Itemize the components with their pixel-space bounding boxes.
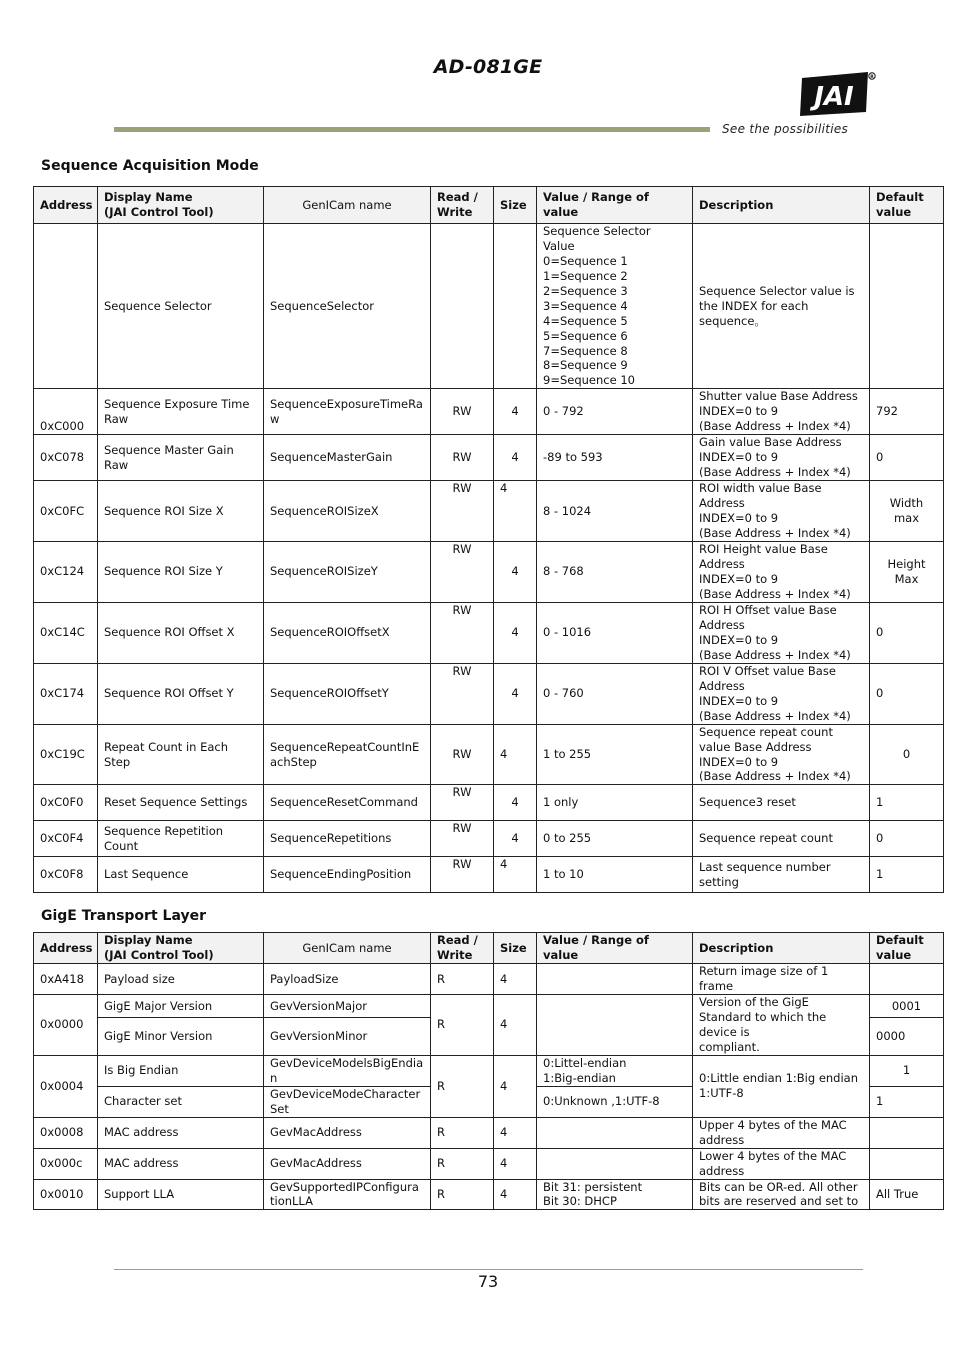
address-cell: 0xC000 [34,389,98,435]
table-row [34,435,944,481]
genicam-cell: SequenceEndingPosition [264,857,431,893]
description-cell: Sequence Selector value is the INDEX for each sequence。 [693,224,870,389]
size-cell: 4 [494,389,537,435]
genicam-cell: SequenceSelector [264,224,431,389]
table-row [34,602,944,663]
table-row [34,724,944,785]
address-cell: 0x0010 [34,1179,98,1210]
rw-cell: RW [431,821,494,857]
display-name-cell: Sequence Repetition Count [98,821,264,857]
description-cell: Gain value Base Address INDEX=0 to 9 (Base Address + Index *4) [693,435,870,481]
value-cell: Bit 31: persistent Bit 30: DHCP [537,1179,693,1210]
rw-cell: R [431,1179,494,1210]
address-cell: 0xC0F4 [34,821,98,857]
default-cell: Width max [870,481,944,542]
genicam-cell: SequenceMasterGain [264,435,431,481]
size-cell: 4 [494,821,537,857]
table-row [34,1117,944,1148]
rw-cell: RW [431,541,494,602]
description-cell: 0:Little endian 1:Big endian 1:UTF-8 [693,1055,870,1117]
rw-cell: RW [431,857,494,893]
column-header-description: Description [693,187,870,224]
table-row [34,785,944,821]
value-cell [537,964,693,995]
page-number: 73 [477,1272,499,1291]
size-cell: 4 [494,785,537,821]
size-cell: 4 [494,1148,537,1179]
table-row [34,821,944,857]
default-cell: 0 [870,435,944,481]
column-header-display-name: Display Name (JAI Control Tool) [98,933,264,964]
size-cell: 4 [494,1179,537,1210]
display-name-cell: GigE Minor Version [98,1018,264,1055]
table-header-row [34,187,944,224]
genicam-cell: SequenceExposureTimeRa w [264,389,431,435]
address-cell: 0xC19C [34,724,98,785]
address-cell: 0xC14C [34,602,98,663]
description-cell: ROI H Offset value Base Address INDEX=0 to 9 (Base Address + Index *4) [693,602,870,663]
value-cell: 0 - 760 [537,663,693,724]
rw-cell: RW [431,435,494,481]
default-cell [870,964,944,995]
column-header-value: Value / Range of value [537,187,693,224]
table-row [34,1179,944,1210]
column-header-display-name: Display Name (JAI Control Tool) [98,187,264,224]
display-name-cell: Repeat Count in Each Step [98,724,264,785]
address-cell: 0xC078 [34,435,98,481]
display-name-cell: GigE Major Version [98,995,264,1018]
table-row [34,224,944,389]
description-cell: ROI width value Base Address INDEX=0 to 9 (Base Address + Index *4) [693,481,870,542]
description-cell: Sequence3 reset [693,785,870,821]
description-cell: Upper 4 bytes of the MAC address [693,1117,870,1148]
column-header-size: Size [494,187,537,224]
size-cell: 4 [494,602,537,663]
size-cell: 4 [494,435,537,481]
description-cell: ROI Height value Base Address INDEX=0 to 9 (Base Address + Index *4) [693,541,870,602]
rw-cell: RW [431,389,494,435]
address-cell: 0xC174 [34,663,98,724]
table-row [34,995,944,1018]
display-name-cell: Reset Sequence Settings [98,785,264,821]
genicam-cell: SequenceROISizeX [264,481,431,542]
display-name-cell: Sequence ROI Offset X [98,602,264,663]
size-cell: 4 [494,964,537,995]
table-row [34,541,944,602]
value-cell: 0:Unknown ,1:UTF-8 [537,1086,693,1117]
address-cell [34,224,98,389]
genicam-cell: SequenceROIOffsetX [264,602,431,663]
value-cell: 0:Littel-endian 1:Big-endian [537,1055,693,1086]
column-header-size: Size [494,933,537,964]
genicam-cell: SequenceRepeatCountInE achStep [264,724,431,785]
table-row [34,663,944,724]
default-cell: 1 [870,857,944,893]
value-cell: Sequence Selector Value 0=Sequence 1 1=Sequence 2 2=Sequence 3 3=Sequence 4 4=Sequence 5 5=Sequence 6 7=Sequence 8 8=Sequence 9 9=Sequence 10 [537,224,693,389]
default-cell: 0 [870,602,944,663]
table-row [34,964,944,995]
table-row [34,857,944,893]
display-name-cell: Sequence ROI Offset Y [98,663,264,724]
rw-cell: R [431,964,494,995]
table-row [34,481,944,542]
rw-cell: R [431,995,494,1056]
display-name-cell: Payload size [98,964,264,995]
column-header-rw: Read / Write [431,933,494,964]
default-cell: 0000 [870,1018,944,1055]
rw-cell: RW [431,785,494,821]
display-name-cell: Last Sequence [98,857,264,893]
default-cell [870,1117,944,1148]
rw-cell: R [431,1117,494,1148]
display-name-cell: Character set [98,1086,264,1117]
address-cell: 0xC124 [34,541,98,602]
address-cell: 0xC0F8 [34,857,98,893]
display-name-cell: Sequence ROI Size Y [98,541,264,602]
default-cell: 0001 [870,995,944,1018]
description-cell: Last sequence number setting [693,857,870,893]
rw-cell: RW [431,481,494,542]
value-cell: 8 - 768 [537,541,693,602]
size-cell: 4 [494,481,537,542]
genicam-cell: SequenceROISizeY [264,541,431,602]
sequence-table [33,186,944,893]
rw-cell: R [431,1055,494,1117]
value-cell: 0 - 1016 [537,602,693,663]
default-cell: 0 [870,724,944,785]
display-name-cell: MAC address [98,1148,264,1179]
section-title-gige: GigE Transport Layer [41,908,206,924]
value-cell: 0 to 255 [537,821,693,857]
column-header-genicam: GenICam name [264,187,431,224]
value-cell: 1 only [537,785,693,821]
default-cell: 792 [870,389,944,435]
rw-cell: R [431,1148,494,1179]
default-cell: All True [870,1179,944,1210]
column-header-description: Description [693,933,870,964]
address-cell: 0xA418 [34,964,98,995]
address-cell: 0x0004 [34,1055,98,1117]
size-cell: 4 [494,1055,537,1117]
default-cell: 1 [870,1055,944,1086]
table-row [34,1148,944,1179]
genicam-cell: SequenceRepetitions [264,821,431,857]
description-cell: Shutter value Base Address INDEX=0 to 9 (Base Address + Index *4) [693,389,870,435]
column-header-address: Address [34,933,98,964]
table-header-row [34,933,944,964]
jai-logo [796,68,876,120]
description-cell: Sequence repeat count value Base Address INDEX=0 to 9 (Base Address + Index *4) [693,724,870,785]
logo-text: JAI [814,82,854,112]
display-name-cell: Sequence Exposure Time Raw [98,389,264,435]
address-cell: 0x000c [34,1148,98,1179]
column-header-address: Address [34,187,98,224]
section-title-sequence: Sequence Acquisition Mode [41,158,259,174]
genicam-cell: GevMacAddress [264,1117,431,1148]
description-cell: ROI V Offset value Base Address INDEX=0 to 9 (Base Address + Index *4) [693,663,870,724]
display-name-cell: MAC address [98,1117,264,1148]
description-cell: Return image size of 1 frame [693,964,870,995]
display-name-cell: Is Big Endian [98,1055,264,1086]
default-cell: 1 [870,1086,944,1117]
svg-text:R: R [870,75,874,80]
rw-cell: RW [431,602,494,663]
genicam-cell: SequenceROIOffsetY [264,663,431,724]
address-cell: 0x0000 [34,995,98,1056]
genicam-cell: GevVersionMajor [264,995,431,1018]
display-name-cell: Sequence Selector [98,224,264,389]
default-cell: 1 [870,785,944,821]
genicam-cell: SequenceResetCommand [264,785,431,821]
genicam-cell: PayloadSize [264,964,431,995]
value-cell: 8 - 1024 [537,481,693,542]
size-cell: 4 [494,541,537,602]
gige-table [33,932,944,1210]
value-cell: -89 to 593 [537,435,693,481]
description-cell: Version of the GigE Standard to which the device is compliant. [693,995,870,1056]
value-cell: 0 - 792 [537,389,693,435]
header-rule [114,127,710,132]
footer-rule [114,1269,863,1270]
address-cell: 0x0008 [34,1117,98,1148]
default-cell: 0 [870,663,944,724]
value-cell [537,995,693,1056]
size-cell: 4 [494,724,537,785]
column-header-default: Default value [870,933,944,964]
value-cell [537,1117,693,1148]
size-cell: 4 [494,663,537,724]
size-cell: 4 [494,995,537,1056]
table-row [34,1055,944,1086]
genicam-cell: GevSupportedIPConfigura tionLLA [264,1179,431,1210]
column-header-default: Default value [870,187,944,224]
genicam-cell: GevMacAddress [264,1148,431,1179]
genicam-cell: GevDeviceModeCharacter Set [264,1086,431,1117]
rw-cell: RW [431,724,494,785]
display-name-cell: Sequence ROI Size X [98,481,264,542]
description-cell: Sequence repeat count [693,821,870,857]
size-cell: 4 [494,857,537,893]
value-cell [537,1148,693,1179]
column-header-value: Value / Range of value [537,933,693,964]
document-title: AD-081GE [433,56,543,78]
display-name-cell: Sequence Master Gain Raw [98,435,264,481]
default-cell: Height Max [870,541,944,602]
default-cell [870,224,944,389]
description-cell: Bits can be OR-ed. All other bits are reserved and set to [693,1179,870,1210]
default-cell: 0 [870,821,944,857]
display-name-cell: Support LLA [98,1179,264,1210]
size-cell: 4 [494,1117,537,1148]
column-header-rw: Read / Write [431,187,494,224]
table-row [34,389,944,435]
value-cell: 1 to 10 [537,857,693,893]
description-cell: Lower 4 bytes of the MAC address [693,1148,870,1179]
rw-cell [431,224,494,389]
genicam-cell: GevDeviceModelsBigEndia n [264,1055,431,1086]
rw-cell: RW [431,663,494,724]
genicam-cell: GevVersionMinor [264,1018,431,1055]
address-cell: 0xC0FC [34,481,98,542]
default-cell [870,1148,944,1179]
tagline: See the possibilities [722,122,849,136]
size-cell [494,224,537,389]
value-cell: 1 to 255 [537,724,693,785]
column-header-genicam: GenICam name [264,933,431,964]
address-cell: 0xC0F0 [34,785,98,821]
